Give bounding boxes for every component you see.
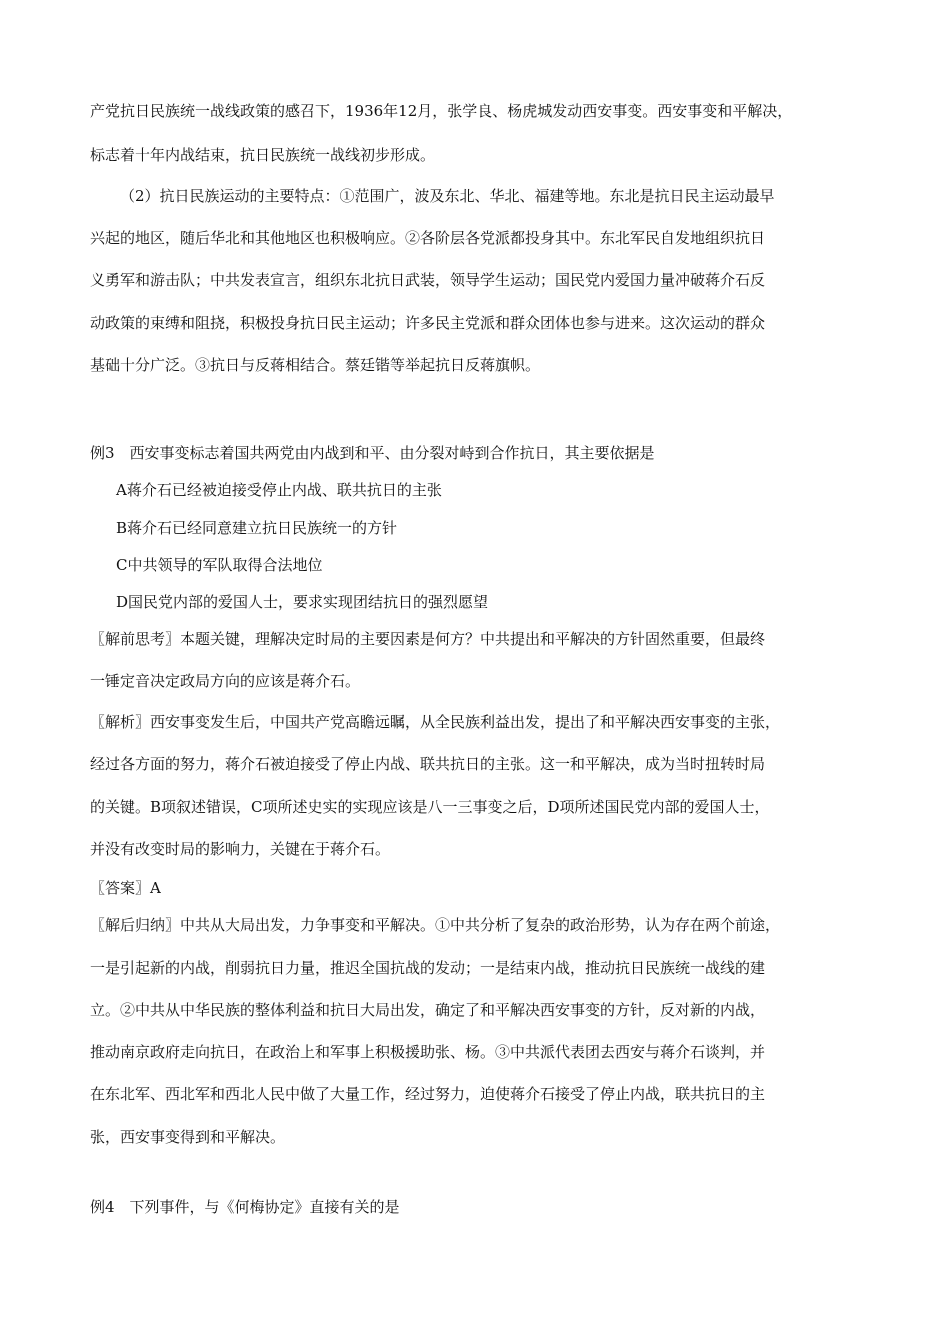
example3-summary-line: 在东北军、西北军和西北人民中做了大量工作，经过努力，迫使蒋介石接受了停止内战，联共抗日的主 bbox=[90, 1085, 766, 1103]
example3-option-a: A蒋介石已经被迫接受停止内战、联共抗日的主张 bbox=[116, 481, 442, 499]
example3-summary-line: 立。②中共从中华民族的整体利益和抗日大局出发，确定了和平解决西安事变的方针，反对新的内战， bbox=[90, 1001, 766, 1019]
example3-analysis-line: 并没有改变时局的影响力，关键在于蒋介石。 bbox=[90, 840, 391, 858]
example3-summary-line: 一是引起新的内战，削弱抗日力量，推迟全国抗战的发动；一是结束内战，推动抗日民族统一战线的建 bbox=[90, 959, 766, 977]
example3-question: 例3 西安事变标志着国共两党由内战到和平、由分裂对峙到合作抗日，其主要依据是 bbox=[90, 444, 655, 462]
example3-summary-line: 〖解后归纳〗中共从大局出发，力争事变和平解决。①中共分析了复杂的政治形势，认为存在两个前途， bbox=[90, 916, 781, 934]
example3-summary-line: 推动南京政府走向抗日，在政治上和军事上积极援助张、杨。③中共派代表团去西安与蒋介石谈判，并 bbox=[90, 1043, 766, 1061]
example3-option-d: D国民党内部的爱国人士，要求实现团结抗日的强烈愿望 bbox=[116, 593, 489, 611]
example3-analysis-line: 经过各方面的努力，蒋介石被迫接受了停止内战、联共抗日的主张。这一和平解决，成为当时扭转时局 bbox=[90, 755, 766, 773]
intro-line: 标志着十年内战结束，抗日民族统一战线初步形成。 bbox=[90, 146, 436, 164]
example3-answer: 〖答案〗A bbox=[90, 879, 161, 897]
intro-line: 产党抗日民族统一战线政策的感召下，1936年12月，张学良、杨虎城发动西安事变。西安事变和平解决， bbox=[90, 102, 793, 120]
point2-line: 义勇军和游击队；中共发表宣言，组织东北抗日武装，领导学生运动；国民党内爱国力量冲破蒋介石反 bbox=[90, 271, 766, 289]
point2-line: 兴起的地区，随后华北和其他地区也积极响应。②各阶层各党派都投身其中。东北军民自发地组织抗日 bbox=[90, 229, 766, 247]
point2-line: 动政策的束缚和阻挠，积极投身抗日民主运动；许多民主党派和群众团体也参与进来。这次运动的群众 bbox=[90, 314, 766, 332]
example3-think-line: 〖解前思考〗本题关键，理解决定时局的主要因素是何方？中共提出和平解决的方针固然重要，但最终 bbox=[90, 630, 766, 648]
example3-summary-line: 张，西安事变得到和平解决。 bbox=[90, 1128, 286, 1146]
example3-option-c: C中共领导的军队取得合法地位 bbox=[116, 556, 323, 574]
point2-line: 基础十分广泛。③抗日与反蒋相结合。蔡廷锴等举起抗日反蒋旗帜。 bbox=[90, 356, 541, 374]
example3-analysis-line: 〖解析〗西安事变发生后，中国共产党高瞻远瞩，从全民族利益出发，提出了和平解决西安事变的主张， bbox=[90, 713, 781, 731]
point2-line: （2）抗日民族运动的主要特点：①范围广，波及东北、华北、福建等地。东北是抗日民主运动最早 bbox=[120, 187, 775, 205]
example4-question: 例4 下列事件，与《何梅协定》直接有关的是 bbox=[90, 1198, 400, 1216]
example3-analysis-line: 的关键。B项叙述错误，C项所述史实的实现应该是八一三事变之后，D项所述国民党内部的爱国人士， bbox=[90, 798, 770, 816]
example3-option-b: B蒋介石已经同意建立抗日民族统一的方针 bbox=[116, 519, 398, 537]
example3-think-line: 一锤定音决定政局方向的应该是蒋介石。 bbox=[90, 672, 361, 690]
